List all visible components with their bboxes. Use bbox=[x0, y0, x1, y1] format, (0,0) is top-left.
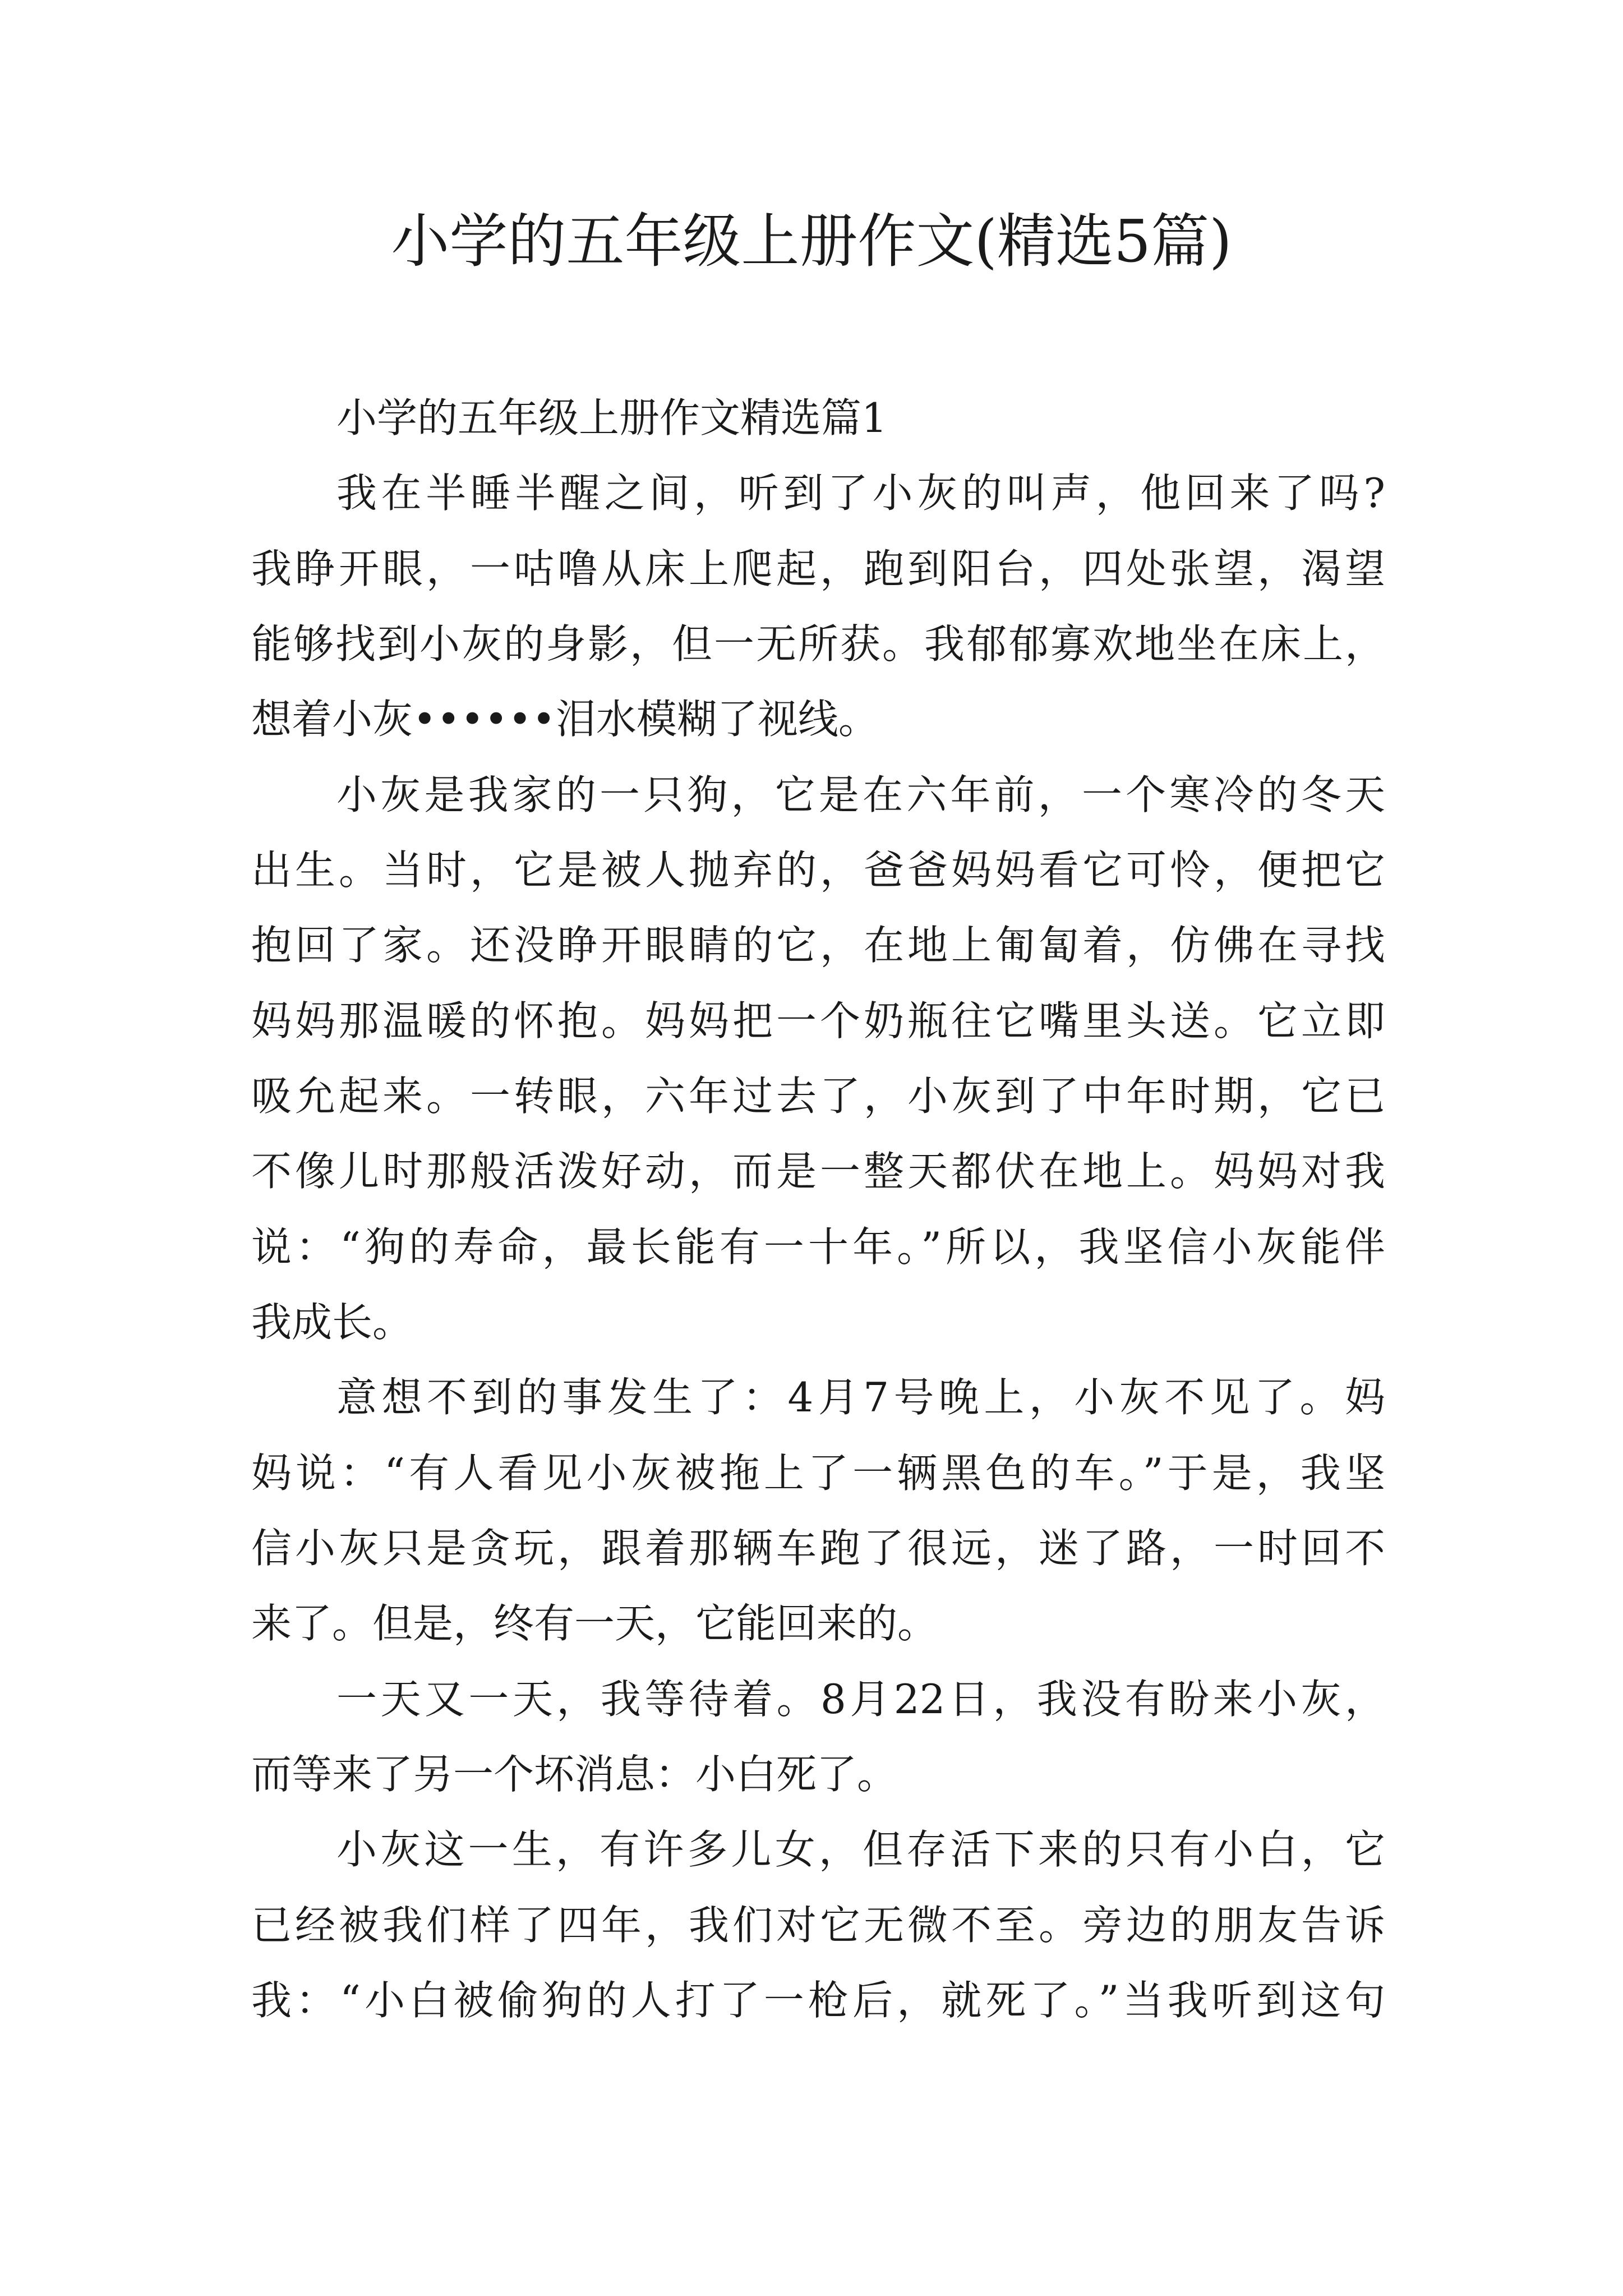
section-heading: 小学的五年级上册作文精选篇1 bbox=[336, 394, 887, 441]
text-line: 妈妈那温暖的怀抱。妈妈把一个奶瓶往它嘴里头送。它立即 bbox=[251, 997, 1385, 1045]
text-line: 抱回了家。还没睁开眼睛的它，在地上匍匐着，仿佛在寻找 bbox=[251, 922, 1385, 969]
text-line: 来了。但是，终有一天，它能回来的。 bbox=[251, 1600, 938, 1647]
document-title: 小学的五年级上册作文(精选5篇) bbox=[391, 207, 1232, 275]
text-line: 意想不到的事发生了：4月7号晚上，小灰不见了。妈 bbox=[336, 1374, 1385, 1421]
text-line: 能够找到小灰的身影，但一无所获。我郁郁寡欢地坐在床上， bbox=[251, 620, 1385, 668]
text-line: 妈说：“有人看见小灰被拖上了一辆黑色的车。”于是，我坚 bbox=[251, 1450, 1385, 1497]
text-line: 吸允起来。一转眼，六年过去了，小灰到了中年时期，它已 bbox=[251, 1073, 1385, 1120]
text-line: 不像儿时那般活泼好动，而是一整天都伏在地上。妈妈对我 bbox=[251, 1148, 1385, 1195]
text-line: 一天又一天，我等待着。8月22日，我没有盼来小灰， bbox=[336, 1676, 1385, 1723]
text-line: 想着小灰••••••泪水模糊了视线。 bbox=[251, 696, 879, 743]
text-line: 信小灰只是贪玩，跟着那辆车跑了很远，迷了路，一时回不 bbox=[251, 1525, 1385, 1572]
text-line: 我：“小白被偷狗的人打了一枪后，就死了。”当我听到这句 bbox=[251, 1977, 1385, 2024]
text-line: 出生。当时，它是被人抛弃的，爸爸妈妈看它可怜，便把它 bbox=[251, 846, 1385, 894]
text-line: 我睁开眼，一咕噜从床上爬起，跑到阳台，四处张望，渴望 bbox=[251, 545, 1385, 592]
text-line: 我在半睡半醒之间，听到了小灰的叫声，他回来了吗? bbox=[336, 470, 1385, 517]
text-line: 而等来了另一个坏消息：小白死了。 bbox=[251, 1751, 898, 1798]
text-line: 小灰这一生，有许多儿女，但存活下来的只有小白，它 bbox=[336, 1826, 1385, 1873]
text-line: 已经被我们样了四年，我们对它无微不至。旁边的朋友告诉 bbox=[251, 1902, 1385, 1949]
text-line: 小灰是我家的一只狗，它是在六年前，一个寒冷的冬天 bbox=[336, 771, 1385, 818]
text-line: 我成长。 bbox=[251, 1299, 413, 1346]
text-line: 说：“狗的寿命，最长能有一十年。”所以，我坚信小灰能伴 bbox=[251, 1223, 1385, 1271]
